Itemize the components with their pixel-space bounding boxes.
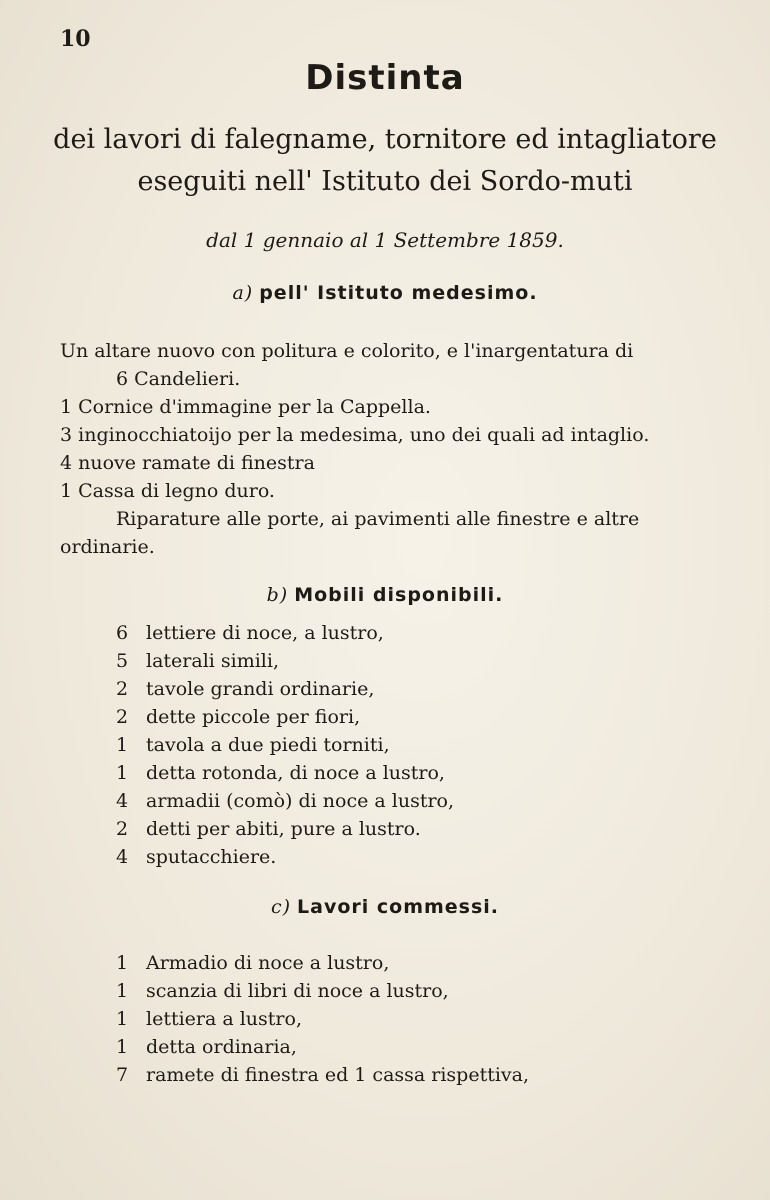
item-text: scanzia di libri di noce a lustro,: [146, 980, 449, 1002]
item-quantity: 2: [116, 706, 129, 728]
list-item: [116, 818, 421, 840]
item-text: lettiere di noce, a lustro,: [146, 622, 384, 644]
item-quantity: 1: [116, 952, 129, 974]
item-text: laterali simili,: [146, 650, 279, 672]
item-quantity: 7: [116, 1064, 129, 1086]
item-quantity: 4: [116, 790, 129, 812]
list-item: [116, 1008, 302, 1030]
list-item: [116, 650, 279, 672]
item-quantity: 1: [116, 762, 129, 784]
item-text: tavola a due piedi torniti,: [146, 734, 390, 756]
section-a-line: 6 Candelieri.: [116, 368, 241, 390]
section-a-line: Riparature alle porte, ai pavimenti alle finestre e altre: [116, 508, 640, 530]
item-quantity: 2: [116, 818, 129, 840]
section-b-letter: b): [266, 584, 289, 606]
item-text: detta rotonda, di noce a lustro,: [146, 762, 445, 784]
section-c-letter: c): [270, 896, 292, 918]
section-a-line: 1 Cassa di legno duro.: [60, 480, 275, 502]
item-quantity: 1: [116, 980, 129, 1002]
section-c-heading: [0, 896, 770, 918]
item-text: armadii (comò) di noce a lustro,: [146, 790, 455, 812]
item-text: ramete di finestra ed 1 cassa rispettiva,: [146, 1064, 530, 1086]
item-quantity: 1: [116, 734, 129, 756]
item-text: detta ordinaria,: [146, 1036, 297, 1058]
document-title: Distinta: [305, 58, 465, 98]
section-a-line: Un altare nuovo con politura e colorito, e l'inargentatura di: [60, 340, 634, 362]
list-item: [116, 734, 390, 756]
section-a-line: 1 Cornice d'immagine per la Cappella.: [60, 396, 431, 418]
list-item: [116, 980, 449, 1002]
section-a-title: pell' Istituto medesimo.: [259, 282, 538, 304]
item-quantity: 1: [116, 1036, 129, 1058]
section-c-title: Lavori commessi.: [297, 896, 500, 918]
list-item: [116, 678, 374, 700]
list-item: [116, 1064, 529, 1086]
item-text: Armadio di noce a lustro,: [146, 952, 390, 974]
list-item: [116, 952, 389, 974]
item-text: sputacchiere.: [146, 846, 277, 868]
subtitle-line-1: dei lavori di falegname, tornitore ed intagliatore: [53, 124, 717, 155]
item-text: tavole grandi ordinarie,: [146, 678, 375, 700]
list-item: [116, 622, 384, 644]
item-quantity: 4: [116, 846, 129, 868]
section-a-letter: a): [232, 282, 254, 304]
list-item: [116, 846, 276, 868]
item-quantity: 1: [116, 1008, 129, 1030]
date-line: dal 1 gennaio al 1 Settembre 1859.: [206, 228, 564, 252]
subtitle-line-2: eseguiti nell' Istituto dei Sordo-muti: [137, 166, 633, 197]
list-item: [116, 762, 445, 784]
item-text: dette piccole per fiori,: [146, 706, 361, 728]
item-quantity: 6: [116, 622, 129, 644]
item-quantity: 5: [116, 650, 129, 672]
section-a-line: 4 nuove ramate di finestra: [60, 452, 315, 474]
list-item: [116, 706, 360, 728]
list-item: [116, 1036, 297, 1058]
section-a-line: ordinarie.: [60, 536, 155, 558]
section-a-line: 3 inginocchiatoijo per la medesima, uno dei quali ad intaglio.: [60, 424, 650, 446]
section-b-title: Mobili disponibili.: [294, 584, 504, 606]
item-text: lettiera a lustro,: [146, 1008, 302, 1030]
page-number: 10: [60, 26, 91, 52]
item-quantity: 2: [116, 678, 129, 700]
section-a-heading: [0, 282, 770, 304]
section-b-heading: [0, 584, 770, 606]
item-text: detti per abiti, pure a lustro.: [146, 818, 421, 840]
list-item: [116, 790, 454, 812]
